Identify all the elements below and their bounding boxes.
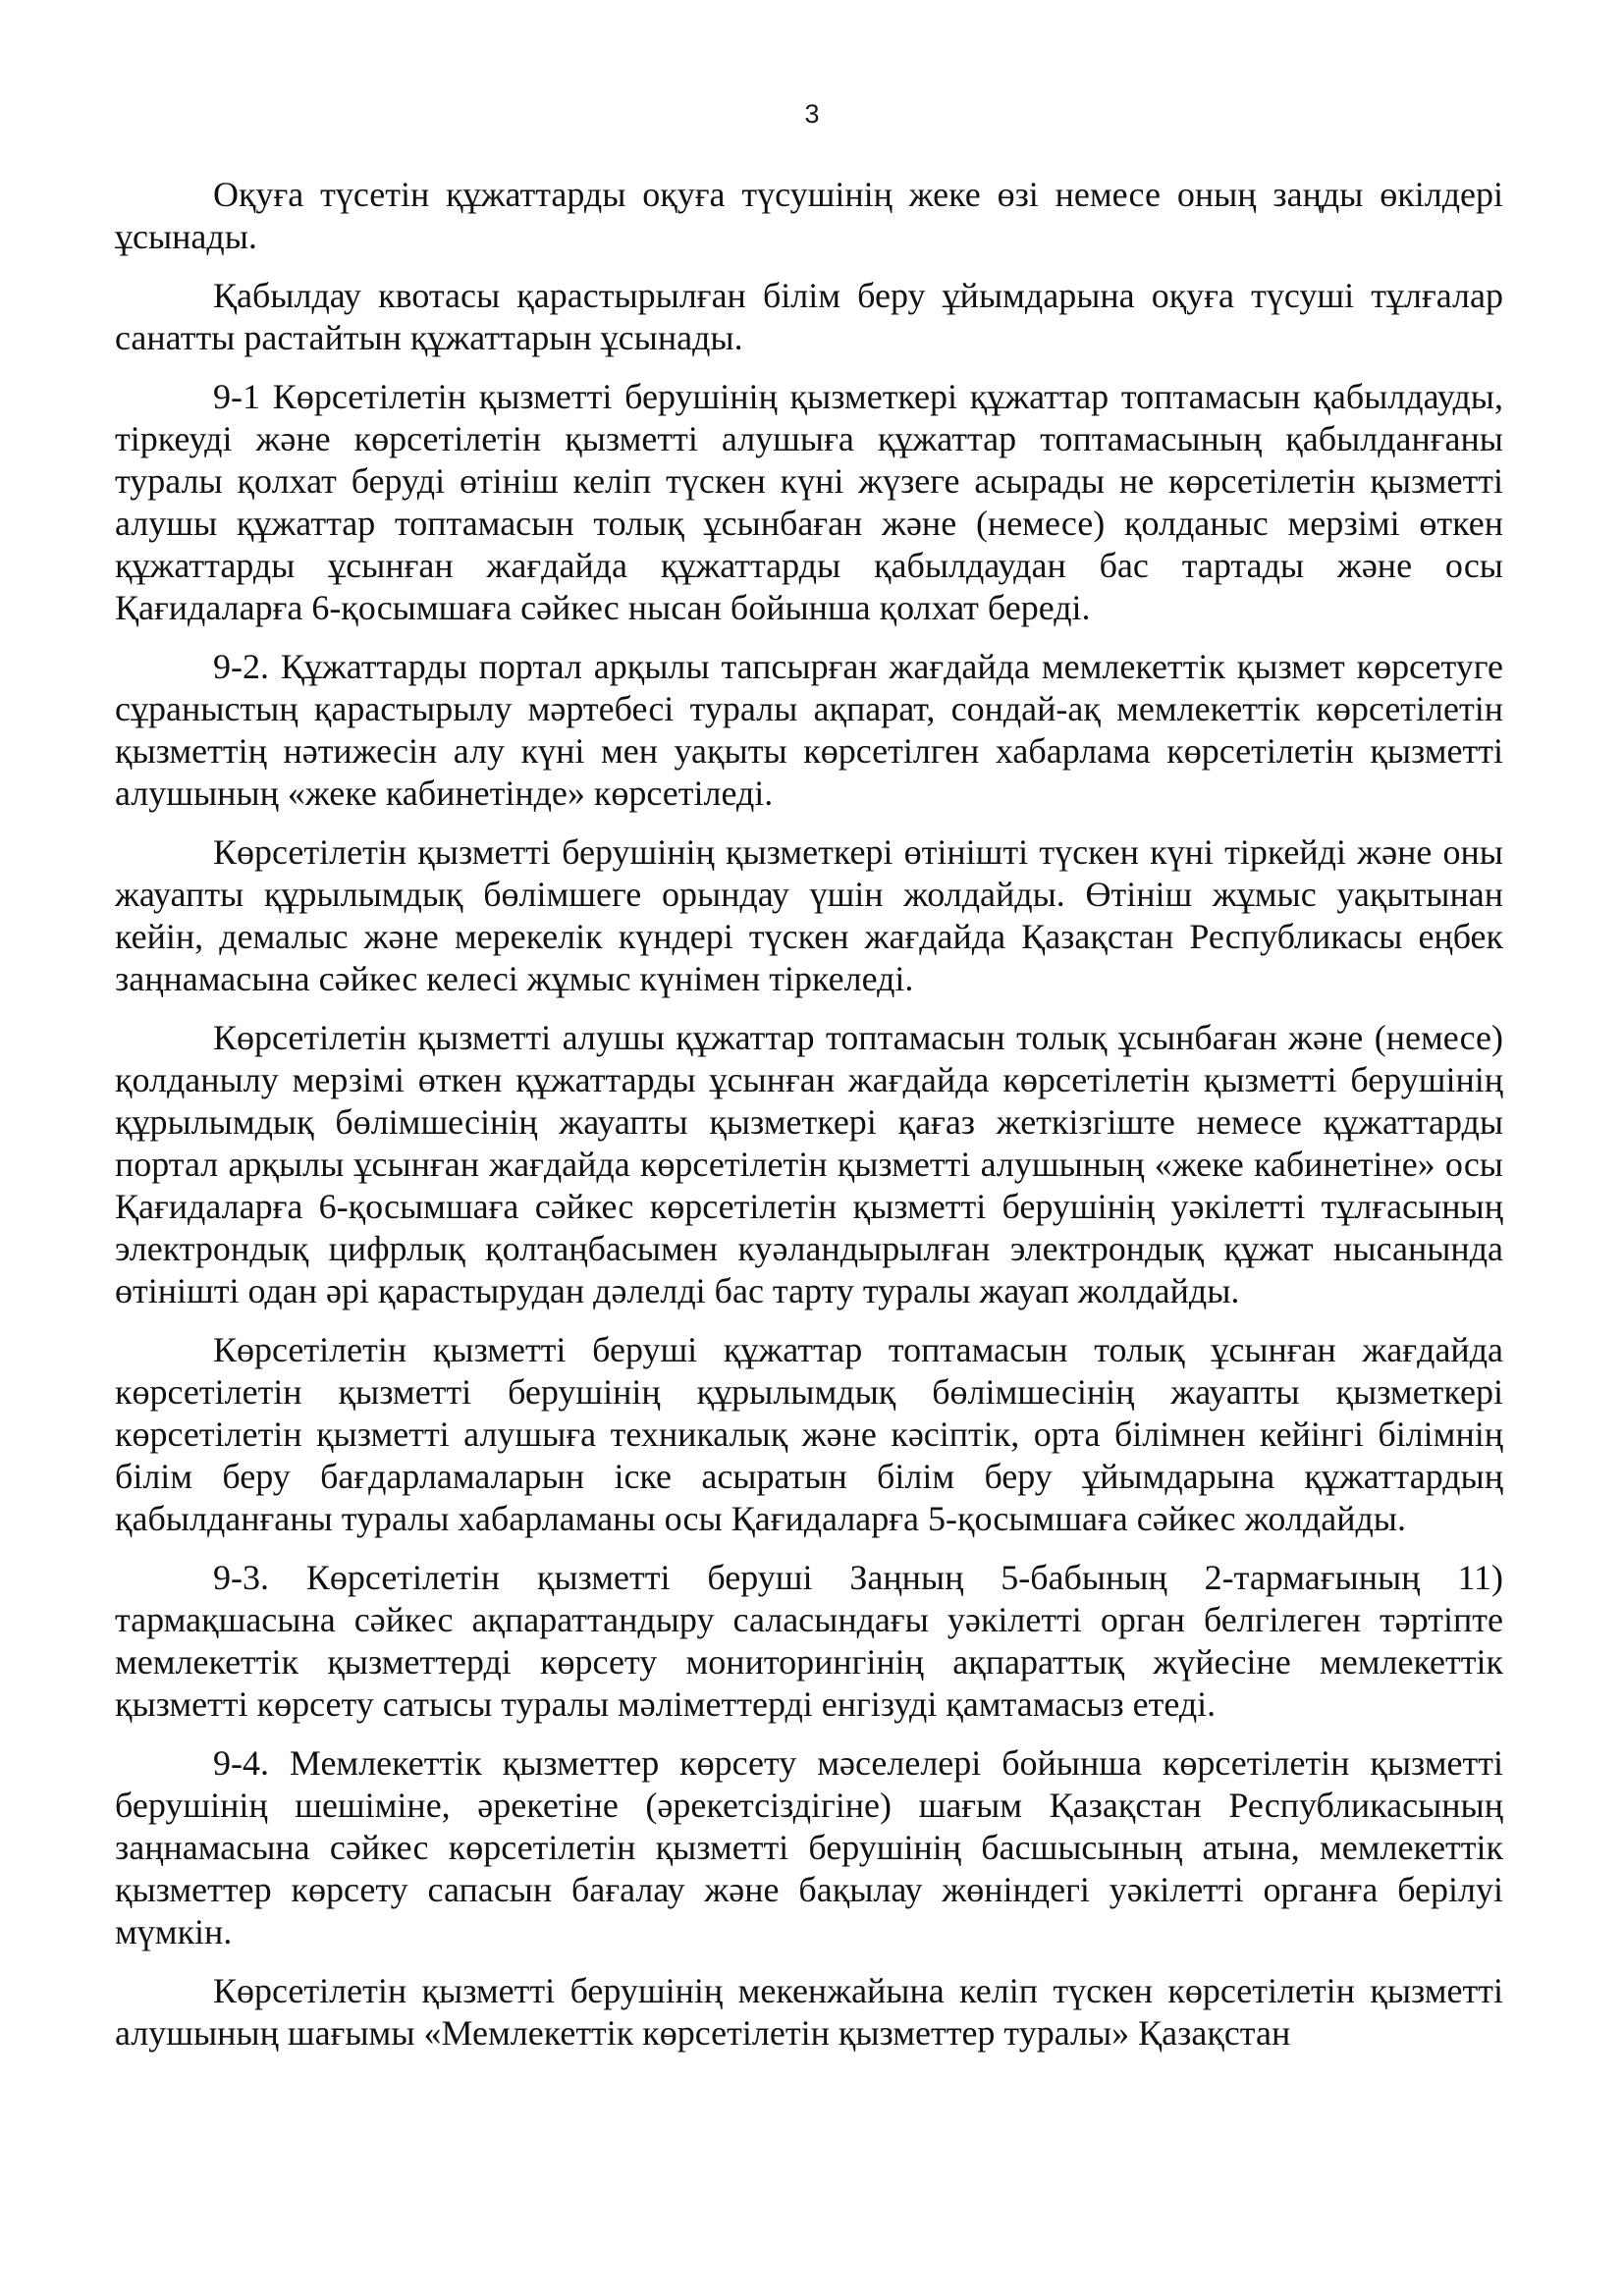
paragraph-submission-by-applicant: Оқуға түсетін құжаттарды оқуға түсушінің жеке өзі немесе оның заңды өкілдері ұсынады.	[115, 175, 1503, 256]
paragraph-quota-documents: Қабылдау квотасы қарастырылған білім беру ұйымдарына оқуға түсуші тұлғалар санатты растайтын құжаттарын ұсынады.	[115, 276, 1503, 357]
paragraph-clause-9-4: 9-4. Мемлекеттік қызметтер көрсету мәселелері бойынша көрсетілетін қызметті берушінің шешіміне, әрекетіне (әрекетсіздігіне) шағым Қазақстан Республикасының заңнамасына сәйкес көрсетілетін қызметті берушінің басшысының атына, мемлекеттік қызметтер көрсету сапасын бағалау және бақылау жөніндегі уәкілетті органға берілуі мүмкін.	[115, 1743, 1503, 1951]
paragraph-application-registration: Көрсетілетін қызметті берушінің қызметкері өтінішті түскен күні тіркейді және оны жауапты құрылымдық бөлімшеге орындау үшін жолдайды. Өтініш жұмыс уақытынан кейін, демалыс және мерекелік күндері түскен жағдайда Қазақстан Республикасы еңбек заңнамасына сәйкес келесі жұмыс күнімен тіркеледі.	[115, 832, 1503, 998]
paragraph-refusal-response: Көрсетілетін қызметті алушы құжаттар топтамасын толық ұсынбаған және (немесе) қолданылу мерзімі өткен құжаттарды ұсынған жағдайда көрсетілетін қызметті берушінің құрылымдық бөлімшесінің жауапты қызметкері қағаз жеткізгіште немесе құжаттарды портал арқылы ұсынған жағдайда көрсетілетін қызметті алушының «жеке кабинетіне» осы Қағидаларға 6-қосымшаға сәйкес көрсетілетін қызметті берушінің уәкілетті тұлғасының электрондық цифрлық қолтаңбасымен куәландырылған электрондық құжат нысанында өтінішті одан әрі қарастырудан дәлелді бас тарту туралы жауап жолдайды.	[115, 1018, 1503, 1310]
page-number: 3	[804, 99, 820, 129]
paragraph-clause-9-2: 9-2. Құжаттарды портал арқылы тапсырған жағдайда мемлекеттік қызмет көрсетуге сұраныстың қарастырылу мәртебесі туралы ақпарат, сондай-ақ мемлекеттік көрсетілетін қызметтің нәтижесін алу күні мен уақыты көрсетілген хабарлама көрсетілетін қызметті алушының «жеке кабинетінде» көрсетіледі.	[115, 647, 1503, 813]
document-body	[115, 174, 1503, 2071]
paragraph-complaint-handling: Көрсетілетін қызметті берушінің мекенжайына келіп түскен көрсетілетін қызметті алушының шағымы «Мемлекеттік көрсетілетін қызметтер туралы» Қазақстан	[115, 1971, 1503, 2053]
paragraph-acceptance-notice: Көрсетілетін қызметті беруші құжаттар топтамасын толық ұсынған жағдайда көрсетілетін қызметті берушінің құрылымдық бөлімшесінің жауапты қызметкері көрсетілетін қызметті алушыға техникалық және кәсіптік, орта білімнен кейінгі білімнің білім беру бағдарламаларын іске асыратын білім беру ұйымдарына құжаттардың қабылданғаны туралы хабарламаны осы Қағидаларға 5-қосымшаға сәйкес жолдайды.	[115, 1330, 1503, 1538]
paragraph-clause-9-3: 9-3. Көрсетілетін қызметті беруші Заңның 5-бабының 2-тармағының 11) тармақшасына сәйкес ақпараттандыру саласындағы уәкілетті орган белгілеген тәртіпте мемлекеттік қызметтерді көрсету мониторингінің ақпараттық жүйесіне мемлекеттік қызметті көрсету сатысы туралы мәліметтерді енгізуді қамтамасыз етеді.	[115, 1558, 1503, 1724]
paragraph-clause-9-1: 9-1 Көрсетілетін қызметті берушінің қызметкері құжаттар топтамасын қабылдауды, тіркеуді және көрсетілетін қызметті алушыға құжаттар топтамасының қабылданғаны туралы қолхат беруді өтініш келіп түскен күні жүзеге асырады не көрсетілетін қызметті алушы құжаттар топтамасын толық ұсынбаған және (немесе) қолданыс мерзімі өткен құжаттарды ұсынған жағдайда құжаттарды қабылдаудан бас тартады және осы Қағидаларға 6-қосымшаға сәйкес нысан бойынша қолхат береді.	[115, 377, 1503, 627]
